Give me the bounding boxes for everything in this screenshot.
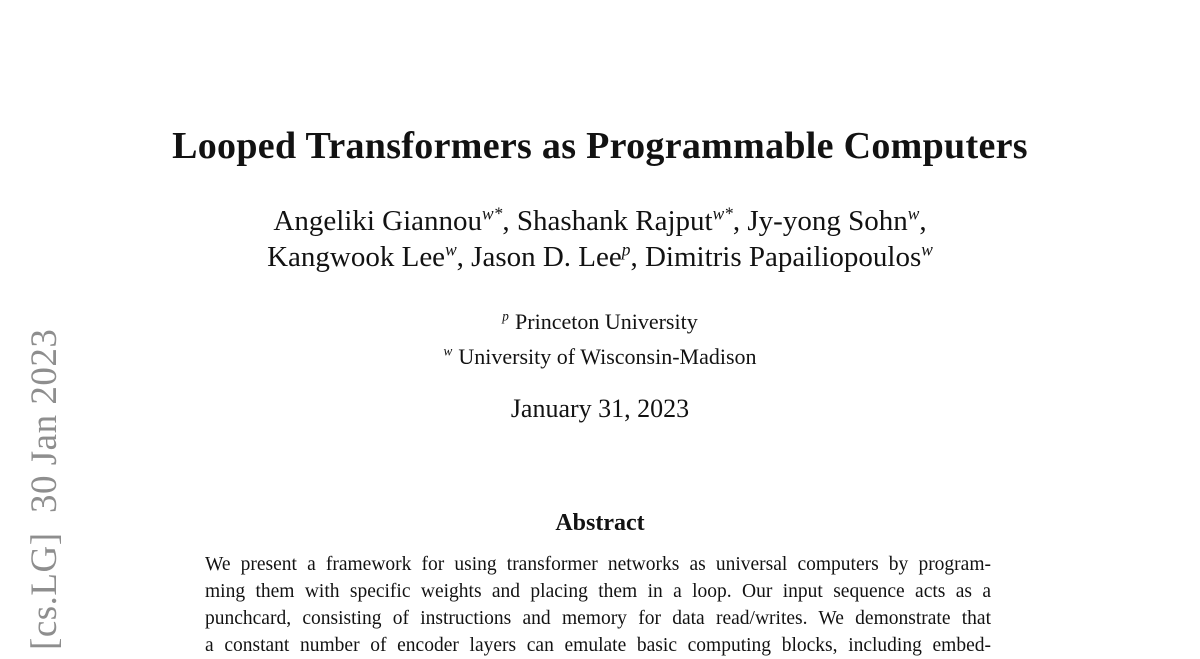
author-separator: , — [456, 241, 472, 273]
arxiv-watermark: [cs.LG] 30 Jan 2023 — [24, 328, 65, 650]
author-name: Jy-yong Sohn — [747, 205, 908, 237]
abstract-line: ming them with specific weights and placing them in a loop. Our input sequence acts as a — [205, 581, 991, 602]
abstract-text — [205, 551, 991, 659]
author-superscript: w* — [712, 203, 733, 224]
author-separator: , — [630, 241, 645, 273]
author-name: Kangwook Lee — [267, 241, 446, 273]
paper-title: Looped Transformers as Programmable Computers — [172, 125, 1028, 167]
abstract-line: punchcard, consisting of instructions and memory for data read/writes. We demonstrate that — [205, 608, 991, 629]
abstract-line: We present a framework for using transformer networks as universal computers by program- — [205, 554, 991, 575]
affiliation-name: Princeton University — [515, 309, 698, 334]
author-separator: , — [919, 205, 927, 237]
authors-line-2 — [0, 239, 1200, 275]
author-separator: , — [502, 205, 517, 237]
author-name: Jason D. Lee — [471, 241, 622, 273]
affiliation-block — [0, 304, 1200, 374]
affiliation-superscript: p — [502, 308, 509, 324]
authors-line-1 — [0, 203, 1200, 239]
submission-date: January 31, 2023 — [510, 394, 690, 423]
affiliation-superscript: w — [443, 343, 453, 359]
author-superscript: w — [907, 203, 920, 224]
affiliation-line-princeton — [0, 304, 1200, 339]
author-name: Shashank Rajput — [516, 205, 713, 237]
author-separator: , — [732, 205, 748, 237]
author-name: Dimitris Papailiopoulos — [644, 241, 922, 273]
abstract-heading: Abstract — [555, 510, 645, 536]
author-superscript: w — [921, 239, 933, 260]
author-superscript: w* — [482, 203, 503, 224]
abstract-line: a constant number of encoder layers can emulate basic computing blocks, including embed- — [205, 635, 991, 656]
author-superscript: p — [621, 239, 631, 260]
author-superscript: w — [445, 239, 457, 260]
affiliation-line-wisconsin — [0, 339, 1200, 374]
author-block — [0, 203, 1200, 275]
author-name: Angeliki Giannou — [273, 205, 483, 237]
affiliation-name: University of Wisconsin-Madison — [458, 344, 757, 369]
